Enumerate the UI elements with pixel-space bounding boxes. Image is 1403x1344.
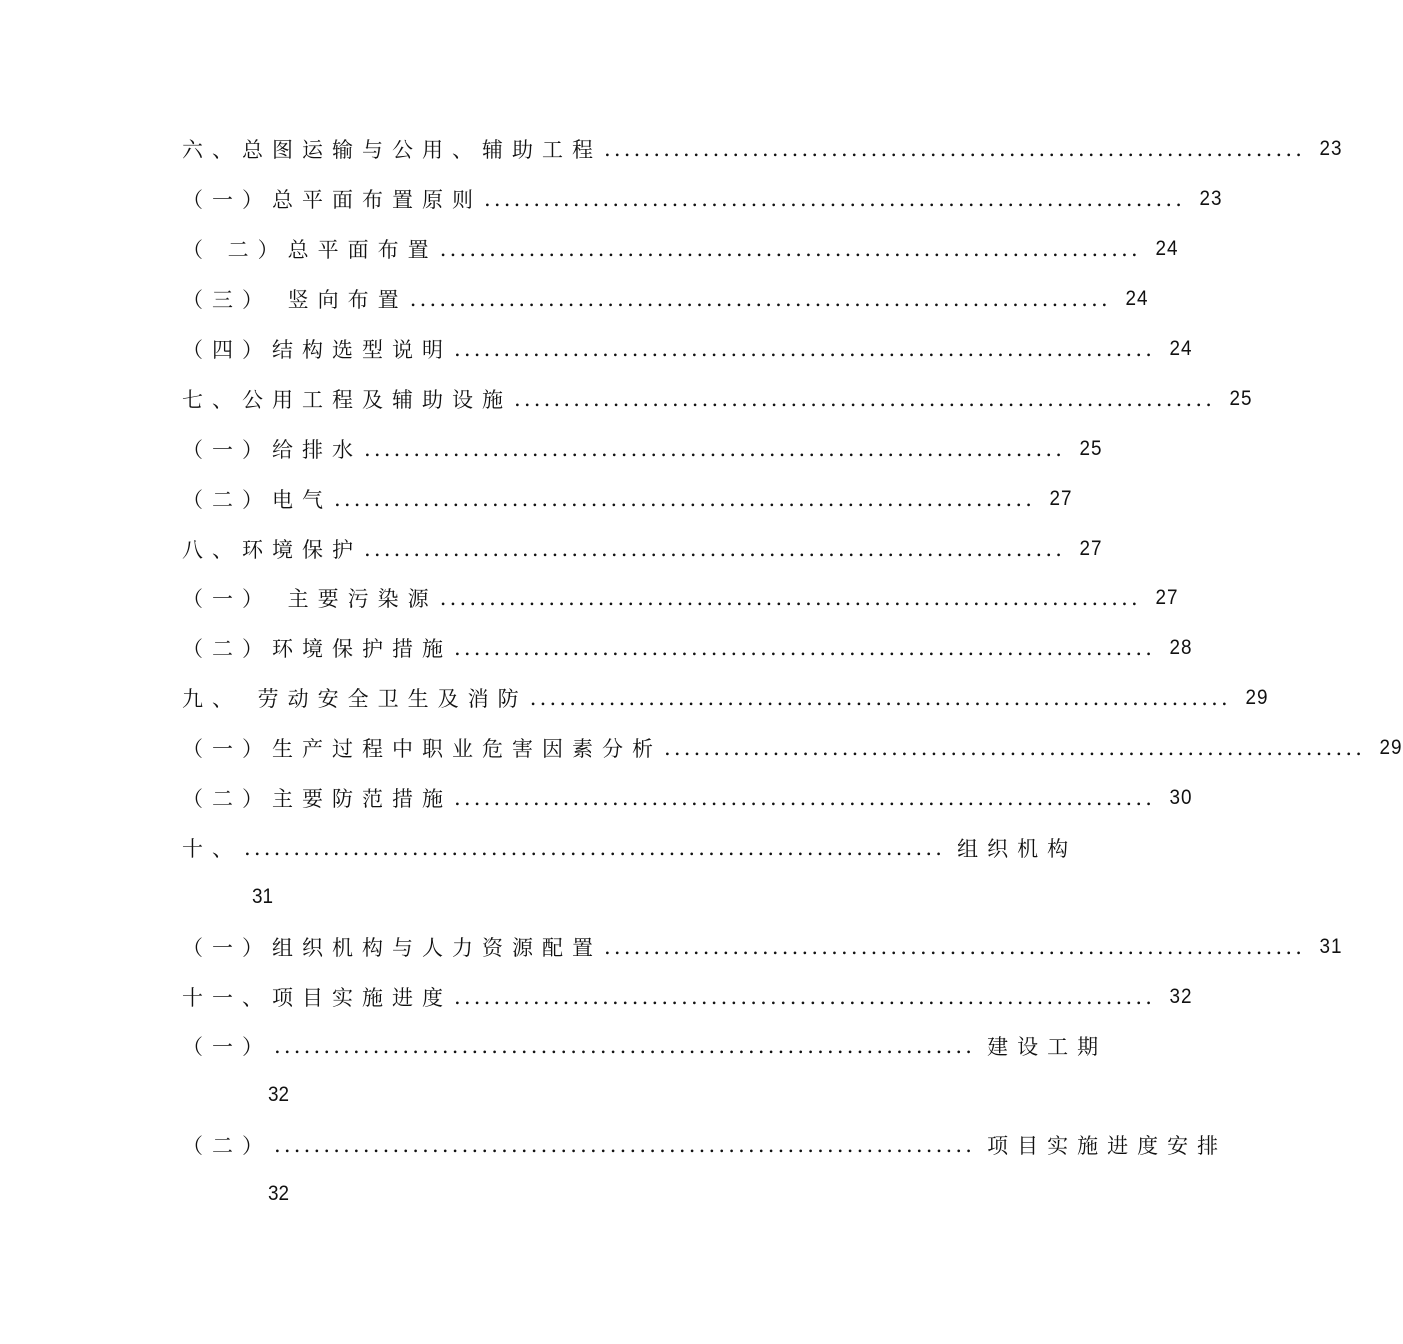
toc-page-number: 23	[1319, 137, 1343, 160]
toc-leader-dots: .......................................................................	[409, 287, 1111, 311]
toc-page-number: 25	[1229, 387, 1253, 410]
toc-entry-label: （一）给排水	[182, 438, 362, 462]
toc-entry[interactable]	[182, 329, 1193, 369]
toc-leader-dots: .......................................................................	[529, 686, 1231, 710]
toc-entry-label: （二）电气	[182, 488, 332, 512]
toc-entry-wrapped[interactable]	[182, 828, 1078, 868]
toc-entry-title: 建设工期	[987, 1035, 1108, 1059]
toc-entry[interactable]	[182, 977, 1193, 1017]
toc-entry[interactable]	[182, 429, 1103, 469]
toc-entry[interactable]	[182, 229, 1179, 269]
toc-leader-dots: .......................................................................	[274, 1034, 976, 1058]
toc-entry-label: （一）组织机构与人力资源配置	[182, 936, 602, 960]
toc-leader-dots: .......................................................................	[484, 187, 1186, 211]
toc-entry-prefix: （二）	[182, 1134, 272, 1158]
toc-entry-label: （三） 竖向布置	[182, 288, 408, 312]
toc-entry[interactable]	[182, 678, 1269, 718]
toc-page-number: 31	[1319, 935, 1343, 958]
toc-entry-label: 七、公用工程及辅助设施	[182, 388, 512, 412]
toc-entry-label: （二）主要防范措施	[182, 787, 452, 811]
toc-page-number: 23	[1199, 187, 1223, 210]
toc-page-number: 27	[1155, 586, 1179, 609]
toc-page-number: 28	[1169, 636, 1193, 659]
toc-entry[interactable]	[182, 179, 1223, 219]
toc-leader-dots: .......................................................................	[439, 237, 1141, 261]
toc-leader-dots: .......................................................................	[454, 985, 1156, 1009]
toc-page-number: 30	[1169, 786, 1193, 809]
toc-page-number: 27	[1079, 537, 1103, 560]
toc-entry[interactable]	[182, 927, 1343, 967]
toc-page-number: 24	[1169, 337, 1193, 360]
toc-entry-label: （四）结构选型说明	[182, 338, 452, 362]
toc-entry[interactable]	[182, 578, 1179, 618]
toc-leader-dots: .......................................................................	[454, 337, 1156, 361]
toc-entry[interactable]	[182, 778, 1193, 818]
toc-entry[interactable]	[182, 279, 1149, 319]
toc-leader-dots: .......................................................................	[274, 1133, 976, 1157]
toc-entry-label: 九、 劳动安全卫生及消防	[182, 687, 528, 711]
toc-entry-prefix: 十、	[182, 837, 242, 861]
toc-leader-dots: .......................................................................	[439, 586, 1141, 610]
toc-entry-label: （ 二）总平面布置	[182, 238, 438, 262]
toc-page-number: 32	[268, 1182, 290, 1205]
toc-entry-title: 组织机构	[957, 837, 1078, 861]
toc-entry[interactable]	[182, 529, 1103, 569]
toc-entry[interactable]	[182, 728, 1403, 768]
toc-page-number: 32	[268, 1083, 290, 1106]
toc-leader-dots: .......................................................................	[664, 736, 1366, 760]
toc-leader-dots: .......................................................................	[364, 537, 1066, 561]
toc-entry-label: （一） 主要污染源	[182, 587, 438, 611]
toc-entry[interactable]	[182, 479, 1073, 519]
toc-page-number: 25	[1079, 437, 1103, 460]
toc-entry-label: 六、总图运输与公用、辅助工程	[182, 138, 602, 162]
toc-page-number: 32	[1169, 985, 1193, 1008]
toc-leader-dots: .......................................................................	[244, 836, 946, 860]
toc-entry[interactable]	[182, 379, 1253, 419]
toc-leader-dots: .......................................................................	[454, 786, 1156, 810]
toc-leader-dots: .......................................................................	[514, 387, 1216, 411]
toc-leader-dots: .......................................................................	[454, 636, 1156, 660]
toc-leader-dots: .......................................................................	[604, 137, 1306, 161]
toc-page-number: 29	[1379, 736, 1403, 759]
toc-entry[interactable]	[182, 628, 1193, 668]
toc-entry-label: （一）生产过程中职业危害因素分析	[182, 737, 662, 761]
toc-entry-label: （一）总平面布置原则	[182, 188, 482, 212]
toc-leader-dots: .......................................................................	[334, 487, 1036, 511]
toc-page-number: 31	[252, 885, 274, 908]
toc-entry-wrapped[interactable]	[182, 1125, 1228, 1165]
toc-entry[interactable]	[182, 129, 1343, 169]
toc-page-number: 24	[1155, 237, 1179, 260]
toc-entry-label: （二）环境保护措施	[182, 637, 452, 661]
toc-entry-title: 项目实施进度安排	[987, 1134, 1228, 1158]
toc-entry-wrapped[interactable]	[182, 1026, 1108, 1066]
toc-leader-dots: .......................................................................	[604, 935, 1306, 959]
toc-entry-label: 十一、项目实施进度	[182, 986, 452, 1010]
toc-page-number: 27	[1049, 487, 1073, 510]
toc-page-number: 24	[1125, 287, 1149, 310]
toc-leader-dots: .......................................................................	[364, 437, 1066, 461]
toc-entry-label: 八、环境保护	[182, 538, 362, 562]
toc-page-number: 29	[1245, 686, 1269, 709]
toc-entry-prefix: （一）	[182, 1035, 272, 1059]
